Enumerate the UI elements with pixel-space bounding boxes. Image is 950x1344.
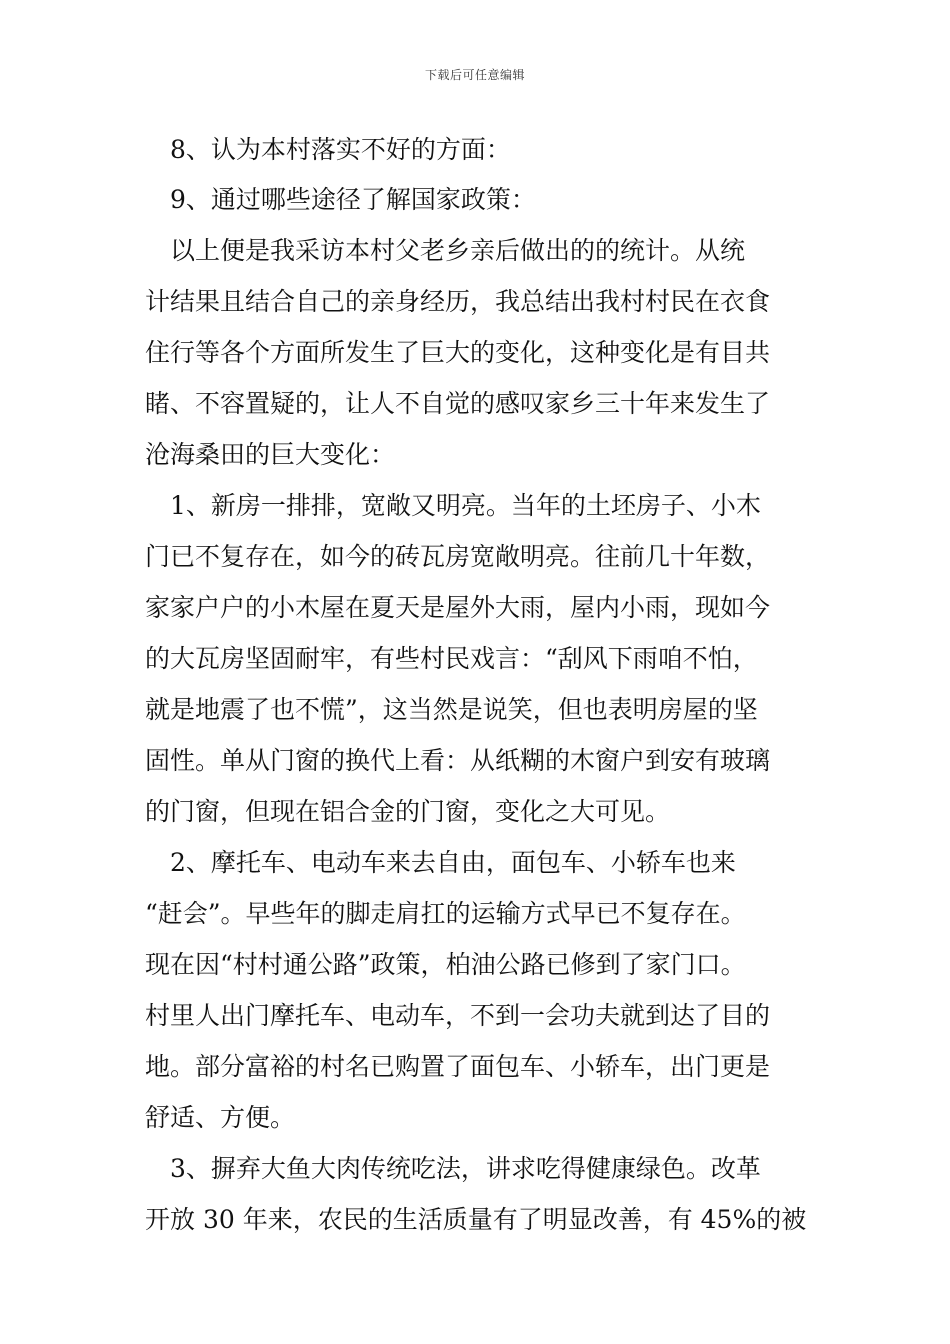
text-line: 3、摒弃大鱼大肉传统吃法，讲求吃得健康绿色。改革 <box>145 1154 761 1183</box>
text-line: 门已不复存在，如今的砖瓦房宽敞明亮。往前几十年数， <box>145 542 771 571</box>
text-line: 9、通过哪些途径了解国家政策： <box>145 185 536 214</box>
text-line: “赶会”。早些年的脚走肩扛的运输方式早已不复存在。 <box>145 899 746 928</box>
text-line: 舒适、方便。 <box>145 1103 296 1132</box>
text-line: 8、认为本村落实不好的方面： <box>145 135 511 164</box>
text-line: 的门窗，但现在铝合金的门窗，变化之大可见。 <box>145 797 671 826</box>
text-line: 以上便是我采访本村父老乡亲后做出的的统计。从统 <box>145 236 746 265</box>
text-line: 沧海桑田的巨大变化： <box>145 440 396 469</box>
text-line: 的大瓦房坚固耐牢，有些村民戏言：“刮风下雨咱不怕， <box>145 644 758 673</box>
text-line: 现在因“村村通公路”政策，柏油公路已修到了家门口。 <box>145 950 746 979</box>
text-line: 开放 30 年来，农民的生活质量有了明显改善，有 45%的被 <box>145 1205 807 1234</box>
text-line: 睹、不容置疑的，让人不自觉的感叹家乡三十年来发生了 <box>145 389 771 418</box>
text-line: 1、新房一排排，宽敞又明亮。当年的土坯房子、小木 <box>145 491 761 520</box>
text-line: 就是地震了也不慌”，这当然是说笑，但也表明房屋的坚 <box>145 695 758 724</box>
text-line: 家家户户的小木屋在夏天是屋外大雨，屋内小雨，现如今 <box>145 593 771 622</box>
text-line: 村里人出门摩托车、电动车，不到一会功夫就到达了目的 <box>145 1001 771 1030</box>
text-line: 地。部分富裕的村名已购置了面包车、小轿车，出门更是 <box>145 1052 771 1081</box>
page-header: 下载后可任意编辑 <box>424 68 525 82</box>
text-line: 2、摩托车、电动车来去自由，面包车、小轿车也来 <box>145 848 736 877</box>
text-line: 计结果且结合自己的亲身经历，我总结出我村村民在衣食 <box>145 287 771 316</box>
text-line: 住行等各个方面所发生了巨大的变化，这种变化是有目共 <box>145 338 771 367</box>
text-line: 固性。单从门窗的换代上看：从纸糊的木窗户到安有玻璃 <box>145 746 771 775</box>
